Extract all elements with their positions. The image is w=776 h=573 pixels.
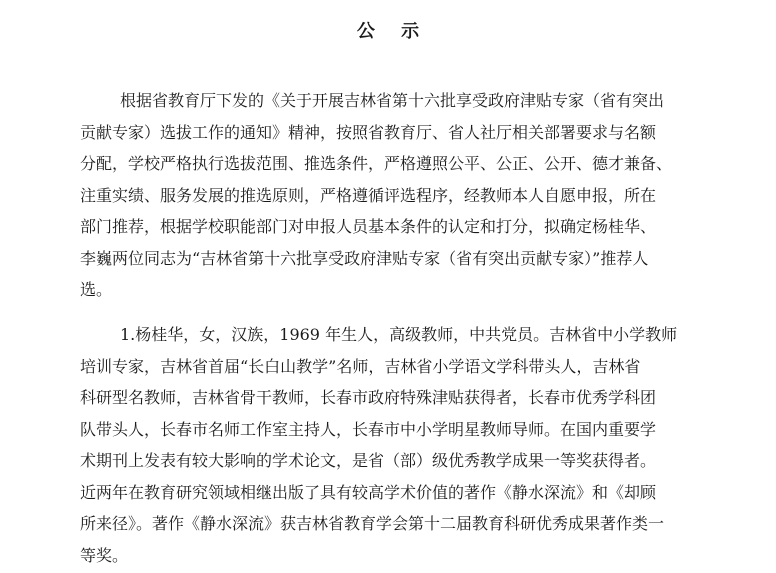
paragraph-line: 贡献专家）选拔工作的通知》精神，按照省教育厅、省人社厅相关部署要求与名额 <box>80 122 657 142</box>
paragraph-line: 科研型名教师，吉林省骨干教师，长春市政府特殊津贴获得者，长春市优秀学科团 <box>80 388 657 407</box>
paragraph-line: 近两年在教育研究领域相继出版了具有较高学术价值的著作《静水深流》和《却顾 <box>80 482 657 502</box>
paragraph-announcement <box>80 85 684 306</box>
paragraph-candidate-1 <box>80 319 684 571</box>
paragraph-line: 李巍两位同志为“吉林省第十六批享受政府津贴专家（省有突出贡献专家）”推荐人 <box>80 248 649 268</box>
paragraph-line: 1.杨桂华，女，汉族，1969 年生人，高级教师，中共党员。吉林省中小学教师 <box>120 325 678 344</box>
paragraph-line: 选。 <box>80 280 113 299</box>
paragraph-line: 分配，学校严格执行选拔范围、推选条件，严格遵照公平、公正、公开、德才兼备、 <box>80 154 673 173</box>
paragraph-line: 部门推荐，根据学校职能部门对申报人员基本条件的认定和打分，拟确定杨桂华、 <box>80 217 657 236</box>
paragraph-line: 培训专家，吉林省首届“长白山教学”名师，吉林省小学语文学科带头人，吉林省 <box>80 356 641 376</box>
paragraph-line: 术期刊上发表有较大影响的学术论文，是省（部）级优秀教学成果一等奖获得者。 <box>80 451 657 470</box>
paragraph-line: 队带头人，长春市名师工作室主持人，长春市中小学明星教师导师。在国内重要学 <box>80 419 657 439</box>
paragraph-line: 等奖。 <box>80 545 129 565</box>
paragraph-line: 所来径》。著作《静水深流》获吉林省教育学会第十二届教育科研优秀成果著作类一 <box>80 514 665 533</box>
document-title: 公 示 <box>356 21 430 42</box>
paragraph-line: 注重实绩、服务发展的推选原则，严格遵循评选程序，经教师本人自愿申报，所在 <box>80 185 657 205</box>
paragraph-line: 根据省教育厅下发的《关于开展吉林省第十六批享受政府津贴专家（省有突出 <box>120 91 665 110</box>
